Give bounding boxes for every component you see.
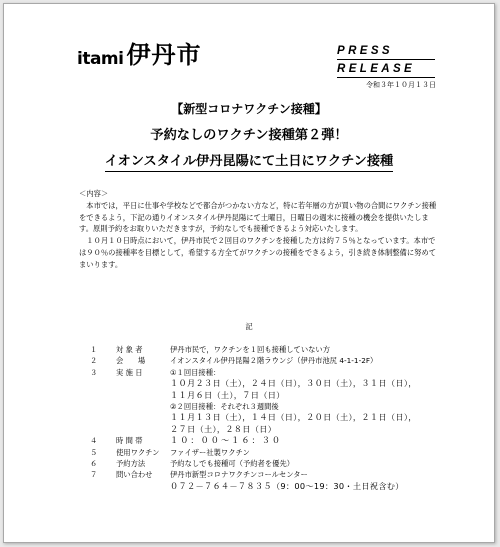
list-item bbox=[90, 435, 417, 446]
item-label bbox=[116, 401, 170, 412]
item-label bbox=[116, 481, 170, 492]
release-divider bbox=[337, 77, 435, 78]
item-value: １０：００～１６：３０ bbox=[170, 435, 283, 446]
item-label bbox=[116, 424, 170, 435]
list-item bbox=[90, 355, 417, 366]
item-label: 対 象 者 bbox=[116, 345, 143, 354]
item-number: ６ bbox=[90, 459, 98, 469]
item-number bbox=[90, 401, 116, 412]
item-number bbox=[90, 481, 116, 492]
item-number: ５ bbox=[90, 447, 98, 457]
list-item bbox=[90, 344, 417, 355]
item-label: 時 間 帯 bbox=[116, 436, 143, 446]
press-release-document bbox=[3, 3, 495, 543]
logo-kanji-text: 伊丹市 bbox=[126, 41, 202, 69]
item-value: ファイザー社製ワクチン bbox=[170, 447, 250, 457]
item-value: 伊丹市新型コロナワクチンコールセンター bbox=[170, 470, 308, 480]
item-value: １１月１３日（土），１４日（日），２０日（土），２１日（日）， bbox=[170, 412, 417, 423]
category-heading: 【新型コロナワクチン接種】 bbox=[171, 102, 327, 116]
body-text bbox=[79, 188, 439, 271]
item-value: １１月６日（土），７日（日） bbox=[170, 389, 285, 400]
details-list bbox=[90, 344, 417, 492]
sub-title-text: イオンスタイル伊丹昆陽にて土日にワクチン接種 bbox=[105, 154, 393, 172]
release-label: RELEASE bbox=[337, 63, 416, 75]
item-number: ３ bbox=[90, 367, 98, 377]
item-number bbox=[90, 378, 116, 389]
list-item bbox=[90, 412, 417, 423]
item-value: 予約なしでも接種可（予約者を優先） bbox=[170, 459, 295, 469]
list-item bbox=[90, 424, 417, 435]
list-item bbox=[90, 378, 417, 389]
item-label: 実 施 日 bbox=[116, 367, 143, 377]
list-item bbox=[90, 390, 417, 401]
list-item bbox=[90, 469, 417, 480]
release-date: 令和３年１０月１３日 bbox=[366, 81, 436, 89]
paragraph-1: 本市では，平日に仕事や学校などで都合がつかない方など，特に若年層の方が買い物の合間にワクチン接種をできるよう，下記の通りイオンスタイル伊丹昆陽にて土曜日，日曜日の週末に接種の機会を提供いたします。原則予約をお取りいただきますが，予約なしでも接種できるよう対応いたします。 bbox=[79, 200, 437, 234]
item-value: イオンスタイル伊丹昆陽２階ラウンジ（伊丹市池尻 4-1-1-2F） bbox=[170, 356, 378, 366]
item-number: ７ bbox=[90, 470, 98, 480]
item-number: ４ bbox=[90, 436, 98, 446]
logo-latin-text: itami bbox=[77, 49, 124, 69]
item-value: 伊丹市民で，ワクチンを１回も接種していない方 bbox=[170, 345, 331, 354]
item-label bbox=[116, 412, 170, 423]
list-item bbox=[90, 367, 417, 378]
item-number bbox=[90, 390, 116, 401]
item-value: ①１回目接種： bbox=[170, 367, 221, 377]
list-item bbox=[90, 401, 417, 412]
city-logo bbox=[77, 42, 201, 68]
item-number bbox=[90, 424, 116, 435]
press-divider bbox=[337, 59, 435, 60]
press-release-mark bbox=[337, 44, 435, 80]
item-value: ０７２－７６４－７８３５（9：00～19：30・土日祝含む） bbox=[170, 480, 404, 491]
item-label bbox=[116, 378, 170, 389]
list-item bbox=[90, 458, 417, 469]
item-value: １０月２３日（土），２４日（日），３０日（土），３１日（日）， bbox=[170, 378, 417, 389]
paragraph-2: １０月１０日時点において，伊丹市民で２回目のワクチンを接種した方は約７５％となっています。本市では９０％の接種率を目標として，希望する方全てがワクチンの接種をできるよう，引き続き体制整備に努めてまいります。 bbox=[79, 236, 437, 269]
item-label: 問い合わせ bbox=[116, 470, 153, 480]
ki-heading: 記 bbox=[245, 322, 253, 331]
item-value: ②２回目接種：それぞれ３週間後 bbox=[170, 402, 279, 412]
list-item bbox=[90, 447, 417, 458]
sub-title bbox=[4, 150, 494, 169]
item-label bbox=[116, 390, 170, 401]
item-value: ２７日（土），２８日（日） bbox=[170, 423, 277, 434]
item-label: 使用ワクチン bbox=[116, 447, 160, 457]
item-label: 会 場 bbox=[116, 356, 146, 366]
press-label: PRESS bbox=[337, 45, 393, 57]
item-number: ２ bbox=[90, 356, 98, 366]
list-item bbox=[90, 481, 417, 492]
item-number: １ bbox=[90, 345, 98, 354]
item-label: 予約方法 bbox=[116, 459, 146, 469]
content-label: ＜内容＞ bbox=[79, 189, 109, 198]
item-number bbox=[90, 412, 116, 423]
main-title: 予約なしのワクチン接種第２弾！ bbox=[150, 128, 348, 143]
